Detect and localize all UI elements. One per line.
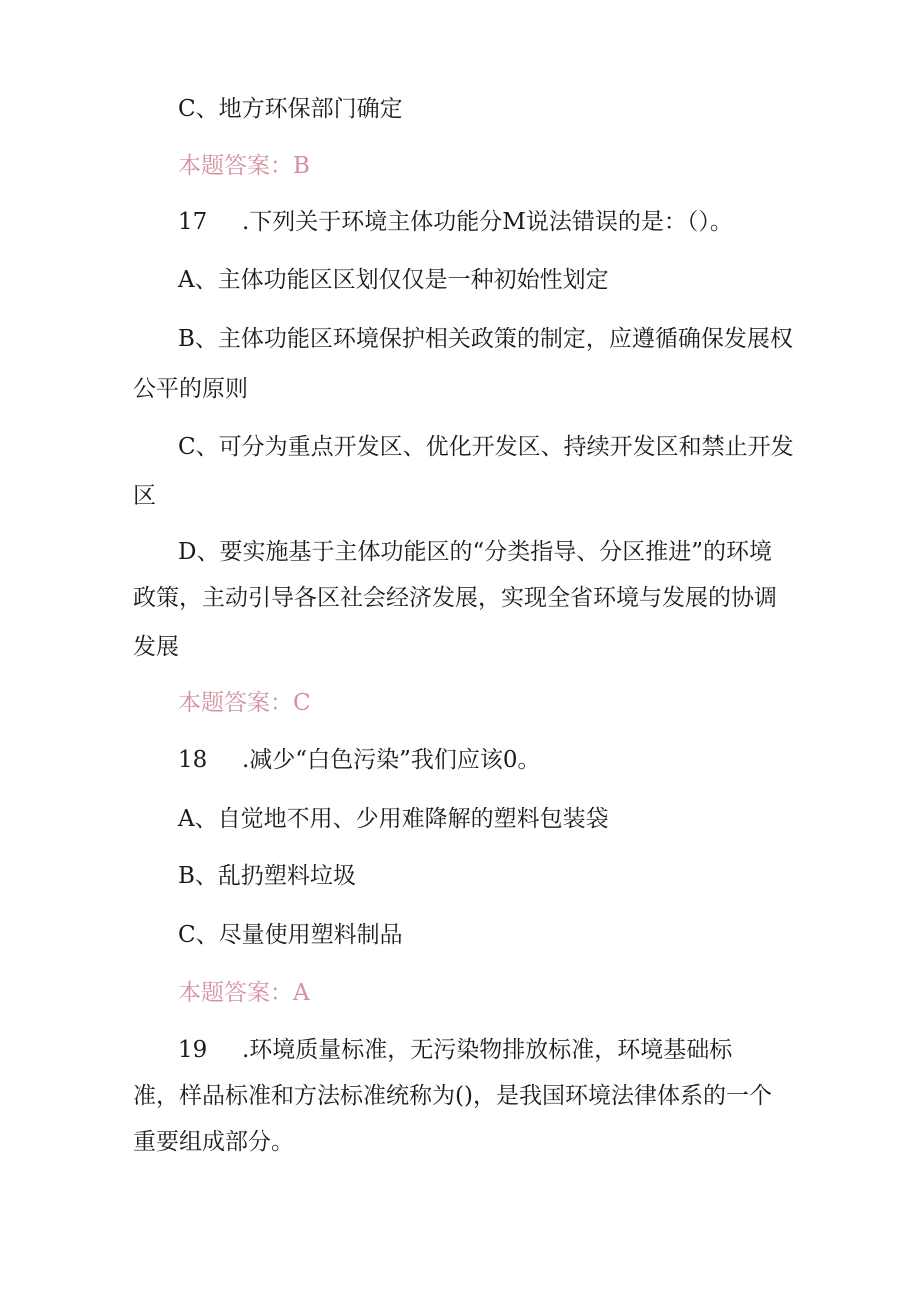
q18-stem-text: .减少“白色污染”我们应该0。 (242, 747, 541, 773)
q18-option-c: C、尽量使用塑料制品 (178, 922, 403, 948)
q17-option-d-line3: 发展 (133, 634, 179, 660)
q17-stem-text: .下列关于环境主体功能分M说法错误的是：（）。 (242, 209, 733, 235)
q18-number: 18 (178, 747, 208, 773)
q17-option-b-line1: B、主体功能区环境保护相关政策的制定，应遵循确保发展权 (178, 326, 793, 352)
q18-option-b: B、乱扔塑料垃圾 (178, 863, 356, 889)
q17-option-d-line2: 政策，主动引导各区社会经济发展，实现全省环境与发展的协调 (133, 585, 777, 611)
q18-option-a: A、自觉地不用、少用难降解的塑料包装袋 (178, 806, 609, 832)
q16-option-c: C、地方环保部门确定 (178, 96, 403, 122)
q19-stem-line3: 重要组成部分。 (133, 1129, 294, 1155)
q16-answer: 本题答案：B (178, 153, 310, 179)
q19-stem-text: .环境质量标准，无污染物排放标准，环境基础标 (242, 1037, 733, 1063)
q17-answer: 本题答案：C (178, 690, 311, 716)
q17-stem (178, 207, 920, 237)
q18-stem (178, 745, 920, 775)
q19-number: 19 (178, 1037, 208, 1063)
q17-option-d-line1: D、要实施基于主体功能区的“分类指导、分区推进”的环境 (178, 539, 772, 565)
q19-stem-line1 (178, 1035, 920, 1065)
q17-option-a: A、主体功能区区划仅仅是一种初始性划定 (178, 267, 609, 293)
q17-number: 17 (178, 209, 208, 235)
q18-answer: 本题答案：A (178, 980, 310, 1006)
q17-option-c-line1: C、可分为重点开发区、优化开发区、持续开发区和禁止开发 (178, 434, 794, 460)
q19-stem-line2: 准，样品标准和方法标准统称为()，是我国环境法律体系的一个 (133, 1083, 772, 1109)
q17-option-c-line2: 区 (133, 483, 156, 509)
q17-option-b-line2: 公平的原则 (133, 376, 248, 402)
